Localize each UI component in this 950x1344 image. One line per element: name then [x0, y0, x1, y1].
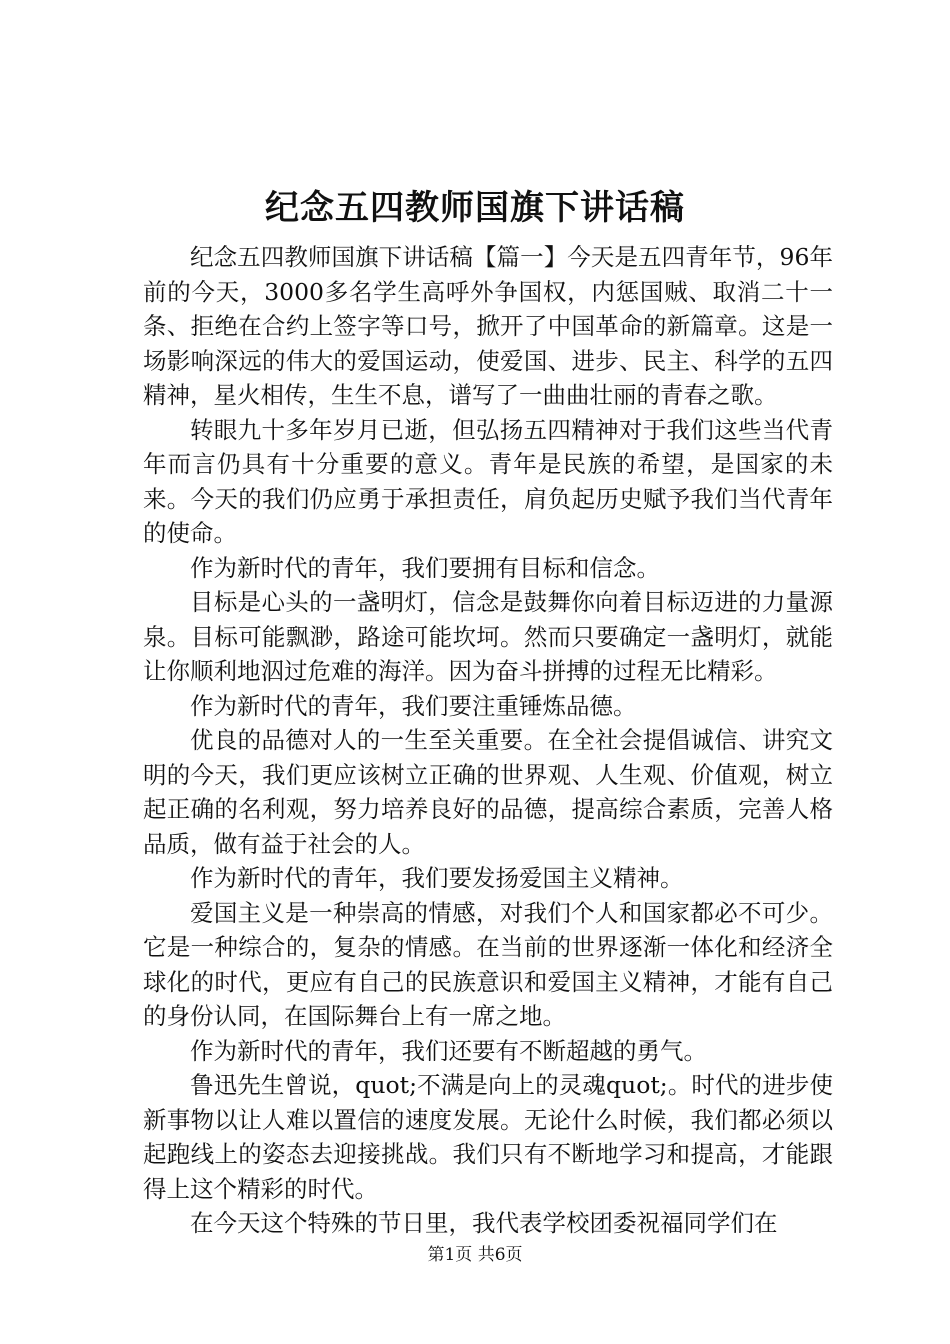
document-title: 纪念五四教师国旗下讲话稿: [265, 188, 685, 228]
paragraph: 转眼九十多年岁月已逝，但弘扬五四精神对于我们这些当代青年而言仍具有十分重要的意义。青年是民族的希望，是国家的未来。今天的我们仍应勇于承担责任，肩负起历史赋予我们当代青年的使命。: [143, 415, 833, 547]
paragraph: 作为新时代的青年，我们要拥有目标和信念。: [190, 553, 660, 582]
paragraph: 在今天这个特殊的节日里，我代表学校团委祝福同学们在: [190, 1209, 778, 1237]
paragraph: 目标是心头的一盏明灯，信念是鼓舞你向着目标迈进的力量源泉。目标可能飘渺，路途可能坎坷。然而只要确定一盏明灯，就能让你顺利地泅过危难的海洋。因为奋斗拼搏的过程无比精彩。: [143, 588, 833, 685]
paragraph: 作为新时代的青年，我们要注重锤炼品德。: [190, 691, 637, 720]
paragraph: 优良的品德对人的一生至关重要。在全社会提倡诚信、讲究文明的今天，我们更应该树立正确的世界观、人生观、价值观，树立起正确的名利观，努力培养良好的品德，提高综合素质，完善人格品质，做有益于社会的人。: [143, 726, 833, 858]
document-body: [143, 240, 833, 1241]
paragraph: 爱国主义是一种崇高的情感，对我们个人和国家都必不可少。它是一种综合的，复杂的情感。在当前的世界逐渐一体化和经济全球化的时代，更应有自己的民族意识和爱国主义精神，才能有自己的身份认同，在国际舞台上有一席之地。: [143, 898, 833, 1030]
paragraph: 作为新时代的青年，我们要发扬爱国主义精神。: [190, 864, 684, 892]
paragraph: 作为新时代的青年，我们还要有不断超越的勇气。: [190, 1036, 707, 1065]
paragraph: 鲁迅先生曾说，quot;不满是向上的灵魂quot;。时代的进步使新事物以让人难以置信的速度发展。无论什么时候，我们都必须以起跑线上的姿态去迎接挑战。我们只有不断地学习和提高，才能跟得上这个精彩的时代。: [143, 1071, 833, 1203]
page-footer: 第1页 共6页: [427, 1245, 523, 1265]
paragraph: 纪念五四教师国旗下讲话稿【篇一】今天是五四青年节，96年前的今天，3000多名学生高呼外争国权，内惩国贼、取消二十一条、拒绝在合约上签字等口号，掀开了中国革命的新篇章。这是一场影响深远的伟大的爱国运动，使爱国、进步、民主、科学的五四精神，星火相传，生生不息，谱写了一曲曲壮丽的青春之歌。: [143, 243, 833, 409]
